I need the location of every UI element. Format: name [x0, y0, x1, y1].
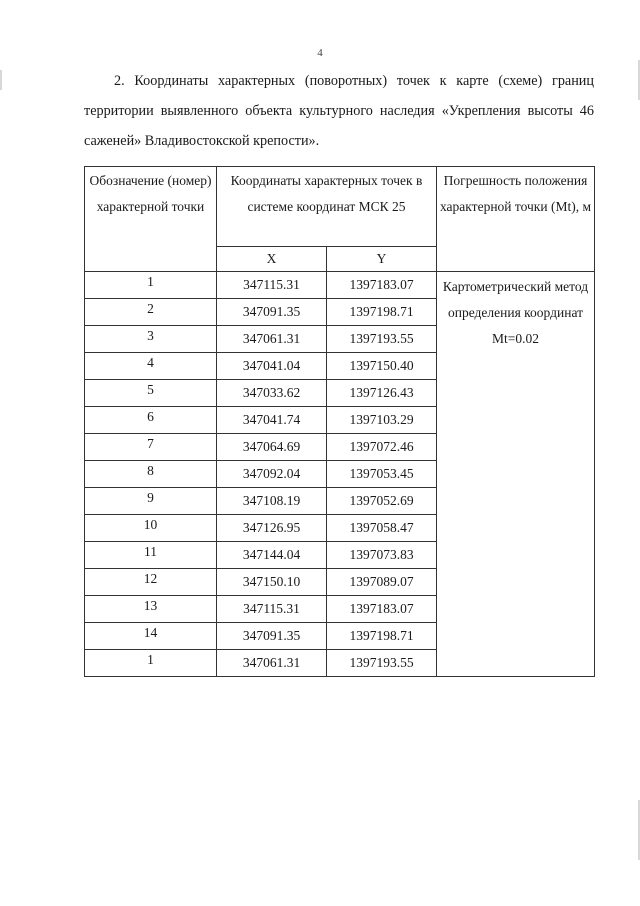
- y-coordinate-cell: 1397193.55: [327, 326, 437, 353]
- y-coordinate-cell: 1397053.45: [327, 461, 437, 488]
- header-x: X: [217, 247, 327, 272]
- y-coordinate-cell: 1397089.07: [327, 569, 437, 596]
- point-number-cell: 8: [85, 461, 217, 488]
- x-coordinate-cell: 347115.31: [217, 272, 327, 299]
- y-coordinate-cell: 1397058.47: [327, 515, 437, 542]
- y-coordinate-cell: 1397198.71: [327, 299, 437, 326]
- x-coordinate-cell: 347144.04: [217, 542, 327, 569]
- point-number-cell: 6: [85, 407, 217, 434]
- x-coordinate-cell: 347115.31: [217, 596, 327, 623]
- point-number-cell: 2: [85, 299, 217, 326]
- x-coordinate-cell: 347061.31: [217, 326, 327, 353]
- y-coordinate-cell: 1397103.29: [327, 407, 437, 434]
- point-number-cell: 1: [85, 650, 217, 677]
- point-number-cell: 7: [85, 434, 217, 461]
- intro-paragraph: [84, 66, 594, 156]
- page-number: 4: [317, 47, 323, 59]
- y-coordinate-cell: 1397183.07: [327, 272, 437, 299]
- y-coordinate-cell: 1397183.07: [327, 596, 437, 623]
- point-number-cell: 13: [85, 596, 217, 623]
- x-coordinate-cell: 347092.04: [217, 461, 327, 488]
- y-coordinate-cell: 1397198.71: [327, 623, 437, 650]
- y-coordinate-cell: 1397126.43: [327, 380, 437, 407]
- header-point-designation: Обозначение (номер) характерной точки: [85, 167, 217, 272]
- accuracy-method-cell: Картометрический метод определения координат Mt=0.02: [437, 272, 595, 677]
- x-coordinate-cell: 347091.35: [217, 623, 327, 650]
- point-number-cell: 14: [85, 623, 217, 650]
- point-number-cell: 3: [85, 326, 217, 353]
- x-coordinate-cell: 347150.10: [217, 569, 327, 596]
- header-coordinates: Координаты характерных точек в системе координат МСК 25: [217, 167, 437, 247]
- intro-first-line: 2. Координаты характерных (поворотных) точек к карте (схеме) границ: [114, 73, 594, 89]
- point-number-cell: 11: [85, 542, 217, 569]
- x-coordinate-cell: 347108.19: [217, 488, 327, 515]
- point-number-cell: 4: [85, 353, 217, 380]
- x-coordinate-cell: 347091.35: [217, 299, 327, 326]
- x-coordinate-cell: 347033.62: [217, 380, 327, 407]
- y-coordinate-cell: 1397052.69: [327, 488, 437, 515]
- point-number-cell: 12: [85, 569, 217, 596]
- point-number-cell: 5: [85, 380, 217, 407]
- intro-rest: территории выявленного объекта культурного наследия «Укрепления высоты 46 саженей» Владивостокской крепости».: [84, 103, 594, 149]
- point-number-cell: 9: [85, 488, 217, 515]
- header-y: Y: [327, 247, 437, 272]
- coordinates-table: [84, 166, 595, 677]
- table-row: [85, 272, 595, 299]
- point-number-cell: 1: [85, 272, 217, 299]
- x-coordinate-cell: 347064.69: [217, 434, 327, 461]
- y-coordinate-cell: 1397073.83: [327, 542, 437, 569]
- y-coordinate-cell: 1397193.55: [327, 650, 437, 677]
- header-accuracy: Погрешность положения характерной точки (Mt), м: [437, 167, 595, 272]
- coordinates-table-body: [85, 272, 595, 677]
- x-coordinate-cell: 347041.04: [217, 353, 327, 380]
- x-coordinate-cell: 347041.74: [217, 407, 327, 434]
- x-coordinate-cell: 347061.31: [217, 650, 327, 677]
- x-coordinate-cell: 347126.95: [217, 515, 327, 542]
- point-number-cell: 10: [85, 515, 217, 542]
- scan-edge-mark: [0, 70, 2, 90]
- y-coordinate-cell: 1397072.46: [327, 434, 437, 461]
- y-coordinate-cell: 1397150.40: [327, 353, 437, 380]
